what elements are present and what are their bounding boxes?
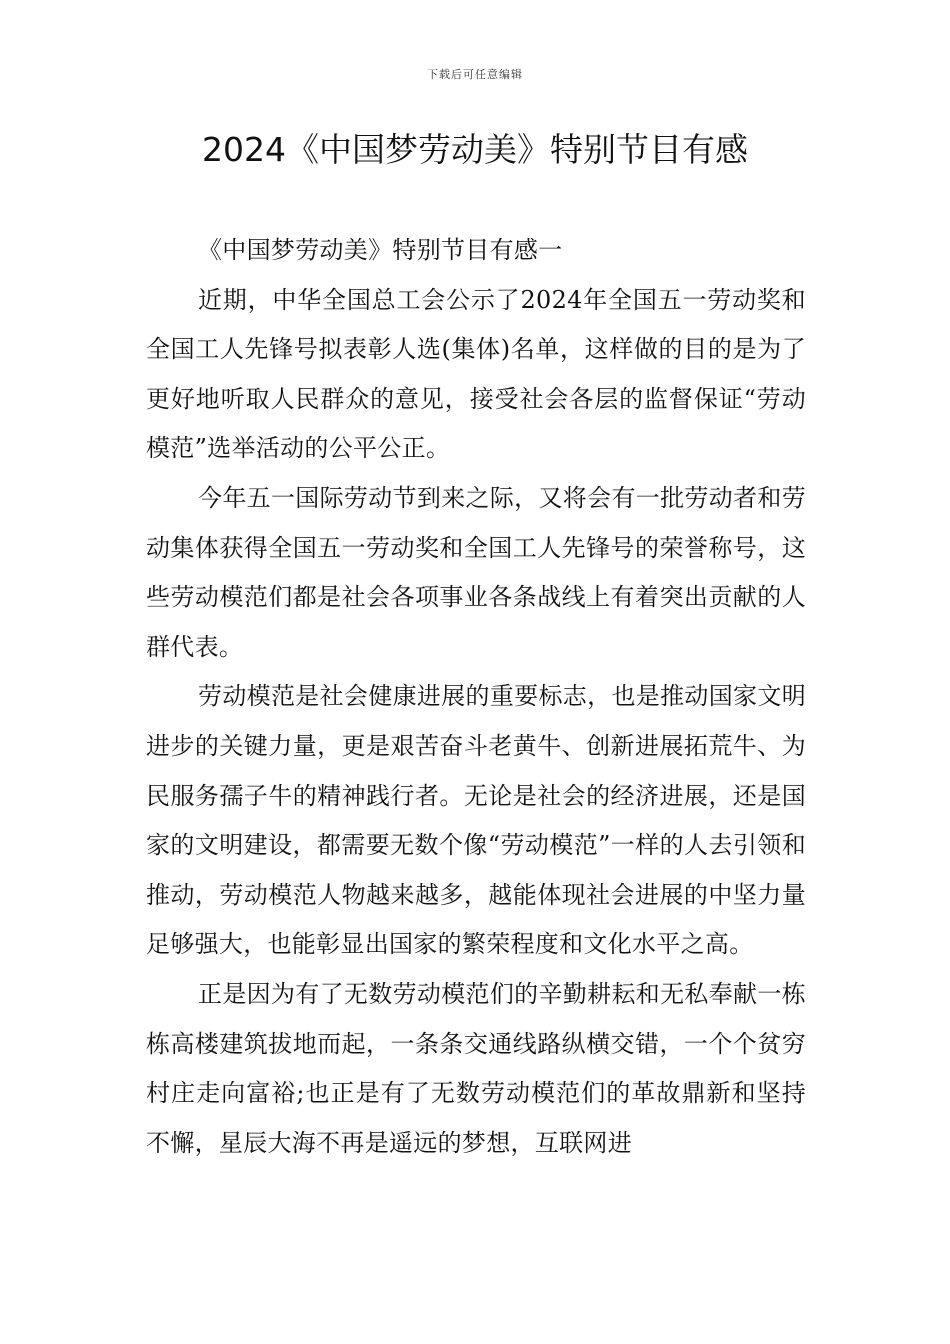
paragraph: 近期，中华全国总工会公示了2024年全国五一劳动奖和全国工人先锋号拟表彰人选(集体)名单，这样做的目的是为了更好地听取人民群众的意见，接受社会各层的监督保证“劳动模范”选举活动的公平公正。	[146, 285, 806, 463]
paragraph-subtitle: 《中国梦劳动美》特别节目有感一	[198, 236, 563, 264]
paragraph: 今年五一国际劳动节到来之际，又将会有一批劳动者和劳动集体获得全国五一劳动奖和全国工人先锋号的荣誉称号，这些劳动模范们都是社会各项事业各条战线上有着突出贡献的人群代表。	[146, 483, 806, 661]
header-note: 下载后可任意编辑	[427, 68, 523, 81]
paragraph: 劳动模范是社会健康进展的重要标志，也是推动国家文明进步的关键力量，更是艰苦奋斗老黄牛、创新进展拓荒牛、为民服务孺子牛的精神践行者。无论是社会的经济进展，还是国家的文明建设，都需要无数个像“劳动模范”一样的人去引领和推动，劳动模范人物越来越多，越能体现社会进展的中坚力量足够强大，也能彰显出国家的繁荣程度和文化水平之高。	[146, 682, 806, 959]
document-body	[146, 226, 806, 1168]
page-title: 2024《中国梦劳动美》特别节目有感	[202, 130, 748, 169]
paragraph: 正是因为有了无数劳动模范们的辛勤耕耘和无私奉献一栋栋高楼建筑拔地而起，一条条交通线路纵横交错，一个个贫穷村庄走向富裕;也正是有了无数劳动模范们的革故鼎新和坚持不懈，星辰大海不再是遥远的梦想，互联网进	[146, 979, 806, 1157]
